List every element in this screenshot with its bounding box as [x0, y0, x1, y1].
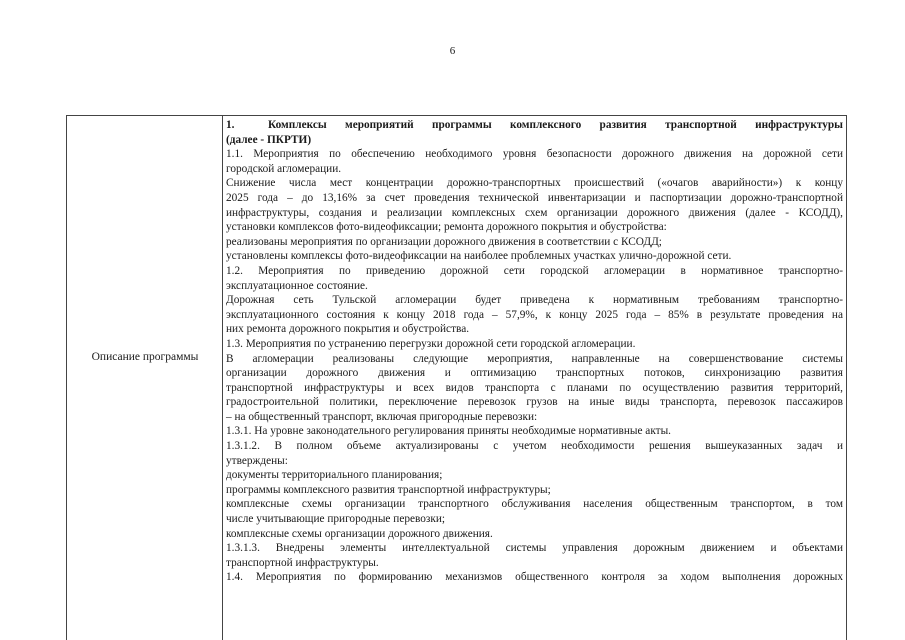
text-line: них ремонта дорожного покрытия и обустройства. [226, 323, 470, 336]
row-label: Описание программы [91, 351, 199, 363]
text-line: – на общественный транспорт, включая пригородные перевозки: [226, 410, 538, 423]
text-line: документы территориального планирования; [226, 469, 443, 482]
text-line: 1.1. Мероприятия по обеспечению необходимого уровня безопасности дорожного движения на дорожной сети [226, 148, 843, 161]
text-line: инфраструктуры, создания и реализации комплексных схем организации дорожного движения (далее - КСОДД), [226, 206, 843, 219]
page-number: 6 [449, 45, 456, 57]
text-line: реализованы мероприятия по организации дорожного движения в соответствии с КСОДД; [226, 235, 662, 248]
text-line: комплексные схемы организации транспортного обслуживания населения общественным транспортом, в том [226, 498, 843, 511]
text-line: установки комплексов фото-видеофиксации; ремонта дорожного покрытия и обустройства: [226, 221, 667, 234]
text-line: 1.3.1.2. В полном объеме актуализированы с учетом необходимости решения вышеуказанных задач и [226, 440, 843, 453]
section-heading-line2: (далее - ПКРТИ) [226, 133, 312, 146]
text-line: 1.4. Мероприятия по формированию механизмов общественного контроля за ходом выполнения дорожных [226, 571, 843, 584]
text-line: градостроительной политики, переключение перевозок грузов на иные виды транспорта, перевозок пассажиров [226, 396, 843, 409]
section-number: 1. [226, 119, 235, 131]
text-line: Снижение числа мест концентрации дорожно-транспортных происшествий («очагов аварийности») к концу [226, 177, 843, 190]
text-line: 1.3. Мероприятия по устранению перегрузки дорожной сети городской агломерации. [226, 337, 636, 350]
text-line: эксплуатационного состояния к концу 2018 года – 57,9%, к концу 2025 года – 85% в результате проведения на [226, 308, 843, 321]
text-line: программы комплексного развития транспортной инфраструктуры; [226, 483, 551, 496]
text-line: 1.3.1.3. Внедрены элементы интеллектуальной системы управления дорожным движением и объектами [226, 542, 843, 555]
text-line: эксплуатационное состояние. [226, 279, 368, 292]
text-line: транспортной инфраструктуры и всех видов транспорта с планами по осуществлению развития территорий, [226, 381, 843, 394]
text-line: 2025 года – до 13,16% за счет проведения технической инвентаризации и паспортизации дорожно-транспортной [226, 191, 843, 204]
text-line: Дорожная сеть Тульской агломерации будет приведена к нормативным требованиям транспортно- [226, 294, 843, 307]
text-line: комплексные схемы организации дорожного движения. [226, 527, 493, 540]
text-line: транспортной инфраструктуры. [226, 556, 379, 569]
text-line: городской агломерации. [226, 162, 342, 175]
text-line: утверждены: [226, 454, 288, 467]
left-cell [67, 116, 223, 640]
text-line: организации дорожного движения и оптимизацию транспортных потоков, синхронизацию развития [226, 367, 843, 380]
text-line: В агломерации реализованы следующие мероприятия, направленные на совершенствование системы [226, 352, 843, 365]
text-line: 1.3.1. На уровне законодательного регулирования приняты необходимые нормативные акты. [226, 425, 672, 438]
program-description-table [66, 115, 847, 640]
section-heading-line1: Комплексы мероприятий программы комплексного развития транспортной инфраструктуры [268, 119, 843, 131]
program-description-text [226, 118, 843, 585]
section-heading [226, 118, 843, 133]
text-line: числе учитывающие пригородные перевозки; [226, 513, 446, 526]
text-line: 1.2. Мероприятия по приведению дорожной сети городской агломерации в нормативное транспортно- [226, 264, 843, 277]
text-line: установлены комплексы фото-видеофиксации на наиболее проблемных участках улично-дорожной сети. [226, 250, 732, 263]
